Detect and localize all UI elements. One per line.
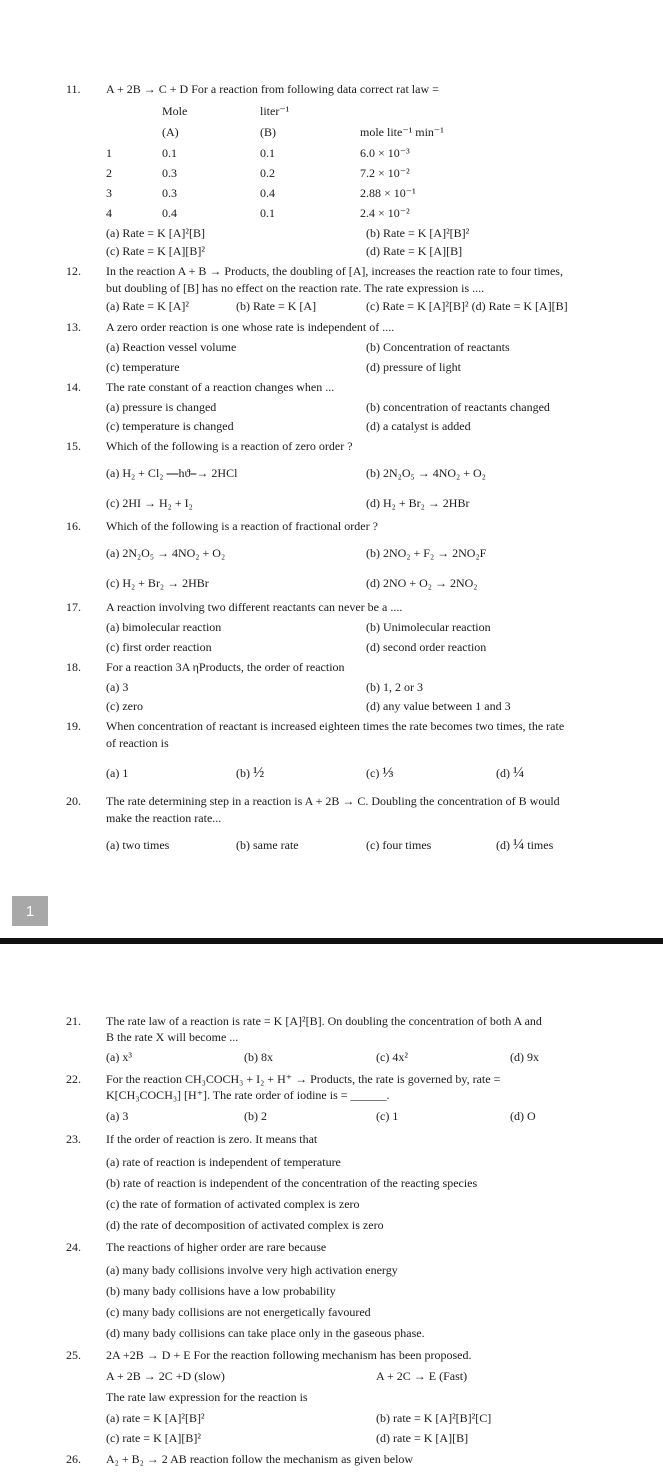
option-d: (d) the rate of decomposition of activated complex is zero <box>106 1218 384 1232</box>
fraction: ¼ <box>513 765 525 781</box>
question-number: 16. <box>66 519 81 533</box>
option-d: (d) H₂ + Br₂ → 2HBr <box>366 496 470 510</box>
option-d <box>496 766 524 781</box>
question-number: 26. <box>66 1452 81 1466</box>
table-header-b: (B) <box>260 125 276 139</box>
option-b: (b) concentration of reactants changed <box>366 400 550 414</box>
table-cell: 0.4 <box>162 206 177 220</box>
option-b: (b) rate = K [A]²[B]²[C] <box>376 1411 492 1425</box>
option-d: (d) pressure of light <box>366 360 461 374</box>
question-text: A reaction involving two different reactants can never be a .... <box>106 600 403 614</box>
option-a: (a) 3 <box>106 680 129 694</box>
option-b: (b) Unimolecular reaction <box>366 620 491 634</box>
table-cell: 3 <box>106 186 112 200</box>
question-text: For a reaction 3A ηProducts, the order of reaction <box>106 660 345 674</box>
question-text: When concentration of reactant is increased eighteen times the rate becomes two times, the rate <box>106 719 565 733</box>
option-label: (b) <box>236 766 250 780</box>
table-header-mole: Mole <box>162 104 188 118</box>
question-number: 22. <box>66 1072 81 1086</box>
question-number: 24. <box>66 1240 81 1254</box>
option-d: (d) second order reaction <box>366 640 487 654</box>
fraction: ½ <box>253 765 265 781</box>
option-label: (d) <box>496 766 510 780</box>
table-cell: 2 <box>106 166 112 180</box>
option-b: (b) same rate <box>236 838 299 852</box>
question-text: A₂ + B₂ → 2 AB reaction follow the mechanism as given below <box>106 1452 414 1466</box>
option-d: (d) 9x <box>510 1050 539 1064</box>
question-text: but doubling of [B] has no effect on the reaction rate. The rate expression is .... <box>106 281 485 295</box>
question-text: For the reaction CH₃COCH₃ + I₂ + H⁺ → Products, the rate is governed by, rate = <box>106 1072 501 1086</box>
option-a: (a) Reaction vessel volume <box>106 340 237 354</box>
table-cell: 2.88 × 10⁻¹ <box>360 186 416 200</box>
question-text: K[CH₃COCH₃] [H⁺]. The rate order of iodine is = ______. <box>106 1088 390 1102</box>
option-d: (d) 2NO + O₂ → 2NO₂ <box>366 576 478 590</box>
question-text: If the order of reaction is zero. It means that <box>106 1132 318 1146</box>
option-c: (c) H₂ + Br₂ → 2HBr <box>106 576 209 590</box>
option-c: (c) 1 <box>376 1109 399 1123</box>
option-b: (b) 1, 2 or 3 <box>366 680 423 694</box>
question-number: 25. <box>66 1348 81 1362</box>
option-c: (c) many bady collisions are not energetically favoured <box>106 1305 371 1319</box>
option-a: (a) rate = K [A]²[B]² <box>106 1411 205 1425</box>
table-header-liter: liter⁻¹ <box>260 104 290 118</box>
fraction: ¼ <box>513 837 525 853</box>
question-text: The reactions of higher order are rare because <box>106 1240 327 1254</box>
option-c: (c) temperature <box>106 360 180 374</box>
table-cell: 4 <box>106 206 112 220</box>
question-number: 18. <box>66 660 81 674</box>
option-a: (a) 2N₂O₅ → 4NO₂ + O₂ <box>106 546 226 560</box>
table-cell: 0.3 <box>162 166 177 180</box>
question-text: of reaction is <box>106 736 169 750</box>
table-cell: 2.4 × 10⁻² <box>360 206 410 220</box>
question-text: A zero order reaction is one whose rate is independent of .... <box>106 320 395 334</box>
option-label: (c) <box>366 766 380 780</box>
table-cell: 6.0 × 10⁻³ <box>360 146 410 160</box>
option-a: (a) many bady collisions involve very high activation energy <box>106 1263 398 1277</box>
option-c: (c) four times <box>366 838 432 852</box>
mechanism-step-1: A + 2B → 2C +D (slow) <box>106 1369 225 1383</box>
question-number: 17. <box>66 600 81 614</box>
question-text: Which of the following is a reaction of zero order ? <box>106 439 353 453</box>
option-d <box>496 838 553 853</box>
option-c: (c) first order reaction <box>106 640 212 654</box>
option-d: (d) any value between 1 and 3 <box>366 699 511 713</box>
option-b: (b) Concentration of reactants <box>366 340 510 354</box>
option-b: (b) 2N₂O₅ → 4NO₂ + O₂ <box>366 466 486 480</box>
option-a: (a) 1 <box>106 766 129 780</box>
option-c: (c) temperature is changed <box>106 419 234 433</box>
option-label: (d) <box>496 838 510 852</box>
option-b: (b) 2 <box>244 1109 267 1123</box>
question-text: The rate determining step in a reaction is A + 2B → C. Doubling the concentration of B would <box>106 794 560 808</box>
question-text: B the rate X will become ... <box>106 1030 239 1044</box>
question-text: make the reaction rate... <box>106 811 222 825</box>
option-b <box>236 766 264 781</box>
page-divider <box>0 938 663 944</box>
option-b: (b) many bady collisions have a low probability <box>106 1284 336 1298</box>
option-b: (b) Rate = K [A] <box>236 299 317 313</box>
option-d: (d) many bady collisions can take place only in the gaseous phase. <box>106 1326 425 1340</box>
option-tail: times <box>527 838 554 852</box>
mechanism-step-2: A + 2C → E (Fast) <box>376 1369 468 1383</box>
option-c: (c) Rate = K [A][B]² <box>106 244 205 258</box>
option-c: (c) 4x² <box>376 1050 408 1064</box>
page-number-badge: 1 <box>12 896 48 926</box>
question-text: The rate constant of a reaction changes when ... <box>106 380 335 394</box>
question-text: The rate law of a reaction is rate = K [A]²[B]. On doubling the concentration of both A and <box>106 1014 542 1028</box>
table-cell: 7.2 × 10⁻² <box>360 166 410 180</box>
option-d: (d) rate = K [A][B] <box>376 1431 469 1445</box>
option-c: (c) 2HI → H₂ + I₂ <box>106 496 193 510</box>
question-text: In the reaction A + B → Products, the doubling of [A], increases the reaction rate to four times, <box>106 264 563 278</box>
table-header-rate: mole lite⁻¹ min⁻¹ <box>360 125 444 139</box>
option-c: (c) zero <box>106 699 143 713</box>
option-d: (d) Rate = K [A][B] <box>366 244 463 258</box>
question-text: Which of the following is a reaction of fractional order ? <box>106 519 378 533</box>
question-number: 20. <box>66 794 81 808</box>
option-a: (a) Rate = K [A]²[B] <box>106 226 205 240</box>
question-number: 23. <box>66 1132 81 1146</box>
option-a: (a) H₂ + Cl₂ ⎯⎯hϑ⎯→ 2HCl <box>106 466 238 480</box>
table-cell: 0.1 <box>260 206 275 220</box>
option-a: (a) pressure is changed <box>106 400 217 414</box>
question-number: 12. <box>66 264 81 278</box>
option-b: (b) Rate = K [A]²[B]² <box>366 226 470 240</box>
question-number: 11. <box>66 82 81 96</box>
question-number: 15. <box>66 439 81 453</box>
option-b: (b) 2NO₂ + F₂ → 2NO₂F <box>366 546 487 560</box>
option-b: (b) 8x <box>244 1050 273 1064</box>
question-number: 21. <box>66 1014 81 1028</box>
option-c <box>366 766 394 781</box>
table-cell: 0.4 <box>260 186 275 200</box>
table-cell: 0.2 <box>260 166 275 180</box>
option-a: (a) bimolecular reaction <box>106 620 222 634</box>
table-cell: 0.1 <box>162 146 177 160</box>
option-a: (a) Rate = K [A]² <box>106 299 189 313</box>
fraction: ⅓ <box>382 765 394 781</box>
question-number: 19. <box>66 719 81 733</box>
option-a: (a) 3 <box>106 1109 129 1123</box>
question-text: 2A +2B → D + E For the reaction following mechanism has been proposed. <box>106 1348 472 1362</box>
option-c: (c) the rate of formation of activated complex is zero <box>106 1197 360 1211</box>
option-c: (c) rate = K [A][B]² <box>106 1431 201 1445</box>
option-a: (a) rate of reaction is independent of temperature <box>106 1155 341 1169</box>
option-a: (a) x³ <box>106 1050 132 1064</box>
option-b: (b) rate of reaction is independent of the concentration of the reacting species <box>106 1176 478 1190</box>
table-cell: 1 <box>106 146 112 160</box>
option-cd: (c) Rate = K [A]²[B]² (d) Rate = K [A][B] <box>366 299 568 313</box>
table-cell: 0.1 <box>260 146 275 160</box>
question-text: A + 2B → C + D For a reaction from following data correct rat law = <box>106 82 439 96</box>
table-header-a: (A) <box>162 125 179 139</box>
option-d: (d) a catalyst is added <box>366 419 471 433</box>
question-number: 14. <box>66 380 81 394</box>
question-number: 13. <box>66 320 81 334</box>
question-text: The rate law expression for the reaction is <box>106 1390 308 1404</box>
option-a: (a) two times <box>106 838 170 852</box>
table-cell: 0.3 <box>162 186 177 200</box>
option-d: (d) O <box>510 1109 536 1123</box>
